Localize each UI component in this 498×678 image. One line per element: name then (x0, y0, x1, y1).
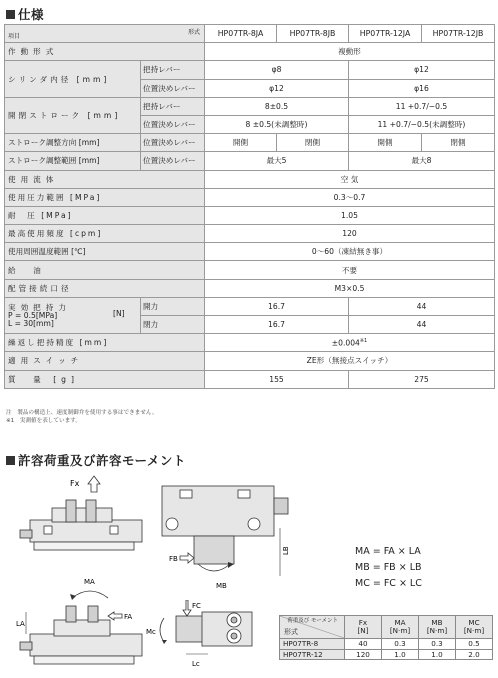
model-header: HP07TR-12JB (422, 25, 495, 43)
label-fx: Fx (70, 479, 80, 488)
model-header: HP07TR-12JA (349, 25, 422, 43)
cell-value: 8±0.5 (205, 97, 349, 115)
diagram-gripper-fc (146, 600, 266, 678)
cell-value: 44 (349, 316, 495, 334)
row-label-mass: 質 量 [g] (5, 370, 205, 388)
table-row: HP07TR-8 40 0.3 0.3 0.5 (280, 639, 493, 650)
row-label-bore: シリンダ内径 [mm] (5, 61, 141, 97)
row-label-force: 実効把持力 P = 0.5[MPa] L = 30[mm] [N] (5, 297, 141, 333)
cell-value: 0〜60（凍結無き事） (205, 243, 495, 261)
cell-value: 155 (205, 370, 349, 388)
row-label-adj-range: ストローク調整範囲 [mm] (5, 152, 141, 170)
table-row: HP07TR-12 120 1.0 1.0 2.0 (280, 649, 493, 660)
cell-value: 最大5 (205, 152, 349, 170)
cell-value: $\pm 0.004^{※1}$ (205, 334, 495, 352)
sub-label: 閉力 (141, 316, 205, 334)
spec-title: 仕様 (6, 5, 44, 23)
spec-table (4, 24, 495, 389)
moment-title: 許容荷重及び許容モーメント (6, 451, 186, 469)
diagram-gripper-fb (150, 476, 300, 596)
model-header: HP07TR-8JA (205, 25, 277, 43)
cell-value: 閉側 (277, 134, 349, 152)
cell-value: M3×0.5 (205, 279, 495, 297)
cell-value: 開側 (205, 134, 277, 152)
cell-value: φ16 (349, 79, 495, 97)
sub-label: 開力 (141, 297, 205, 315)
label-lb: LB (282, 546, 290, 555)
label-mc: Mc (146, 628, 156, 636)
row-label-pressure: 使用圧力範囲 [MPa] (5, 188, 205, 206)
label-fc: FC (192, 602, 201, 610)
cell-value: φ12 (205, 79, 349, 97)
row-label-proof: 耐 圧 [MPa] (5, 206, 205, 224)
sub-label: 位置決めレバー (141, 134, 205, 152)
cell-value: 275 (349, 370, 495, 388)
sub-label: 位置決めレバー (141, 115, 205, 133)
sub-label: 把持レバー (141, 97, 205, 115)
row-label-fluid: 使用流体 (5, 170, 205, 188)
sub-label: 位置決めレバー (141, 152, 205, 170)
cell-value: 44 (349, 297, 495, 315)
row-label-port: 配管接続口径 (5, 279, 205, 297)
label-la: LA (16, 620, 25, 628)
label-mb: MB (216, 582, 227, 590)
header-corner: 項目 形式 (5, 25, 205, 43)
cell-value: ZE形（無接点スイッチ） (205, 352, 495, 370)
sub-label: 把持レバー (141, 61, 205, 79)
label-fa: FA (124, 613, 133, 621)
formula-ma: MA = FA × LA (355, 546, 421, 557)
moment-header: MC [N·m] (456, 616, 493, 639)
cell-value: 開側 (349, 134, 422, 152)
cell-value: 11 +0.7/−0.5(未調整時) (349, 115, 495, 133)
row-label-stroke: 開閉ストローク [mm] (5, 97, 141, 133)
cell-value: 0.3〜0.7 (205, 188, 495, 206)
cell-value: 不要 (205, 261, 495, 279)
moment-header-corner: 荷重及び モーメント 形式 (280, 616, 345, 639)
formula-mc: MC = FC × LC (355, 578, 422, 589)
row-label-action: 作動形式 (5, 43, 205, 61)
row-label-switch: 適用スイッチ (5, 352, 205, 370)
row-label-repeat: 繰返し把持精度 [mm] (5, 334, 205, 352)
moment-header: MB [N·m] (419, 616, 456, 639)
notes: 注 製品の構造上、速度制御弁を使用する事はできません。 ※1 実測値を表しています。 (6, 410, 158, 424)
row-label-lube: 給 油 (5, 261, 205, 279)
cell-value: 複動形 (205, 43, 495, 61)
moment-table (279, 615, 493, 660)
cell-value: φ8 (205, 61, 349, 79)
cell-value: φ12 (349, 61, 495, 79)
row-label-freq: 最高使用頻度 [cpm] (5, 225, 205, 243)
moment-header: Fx [N] (345, 616, 382, 639)
sub-label: 位置決めレバー (141, 79, 205, 97)
cell-value: 1.05 (205, 206, 495, 224)
cell-value: 空 気 (205, 170, 495, 188)
label-fb: FB (169, 555, 178, 563)
diagram-gripper-fa (14, 576, 154, 676)
cell-value: 11 +0.7/−0.5 (349, 97, 495, 115)
label-lc: Lc (192, 660, 200, 668)
cell-value: 16.7 (205, 297, 349, 315)
diagram-gripper-fx (14, 474, 154, 574)
formula-mb: MB = FB × LB (355, 562, 422, 573)
row-label-temp: 使用周囲温度範囲 [℃] (5, 243, 205, 261)
cell-value: 16.7 (205, 316, 349, 334)
cell-value: 最大8 (349, 152, 495, 170)
cell-value: 8 ±0.5(未調整時) (205, 115, 349, 133)
moment-header: MA [N·m] (382, 616, 419, 639)
cell-value: 閉側 (422, 134, 495, 152)
model-header: HP07TR-8JB (277, 25, 349, 43)
label-ma: MA (84, 578, 95, 586)
row-label-adj-dir: ストローク調整方向 [mm] (5, 134, 141, 152)
cell-value: 120 (205, 225, 495, 243)
